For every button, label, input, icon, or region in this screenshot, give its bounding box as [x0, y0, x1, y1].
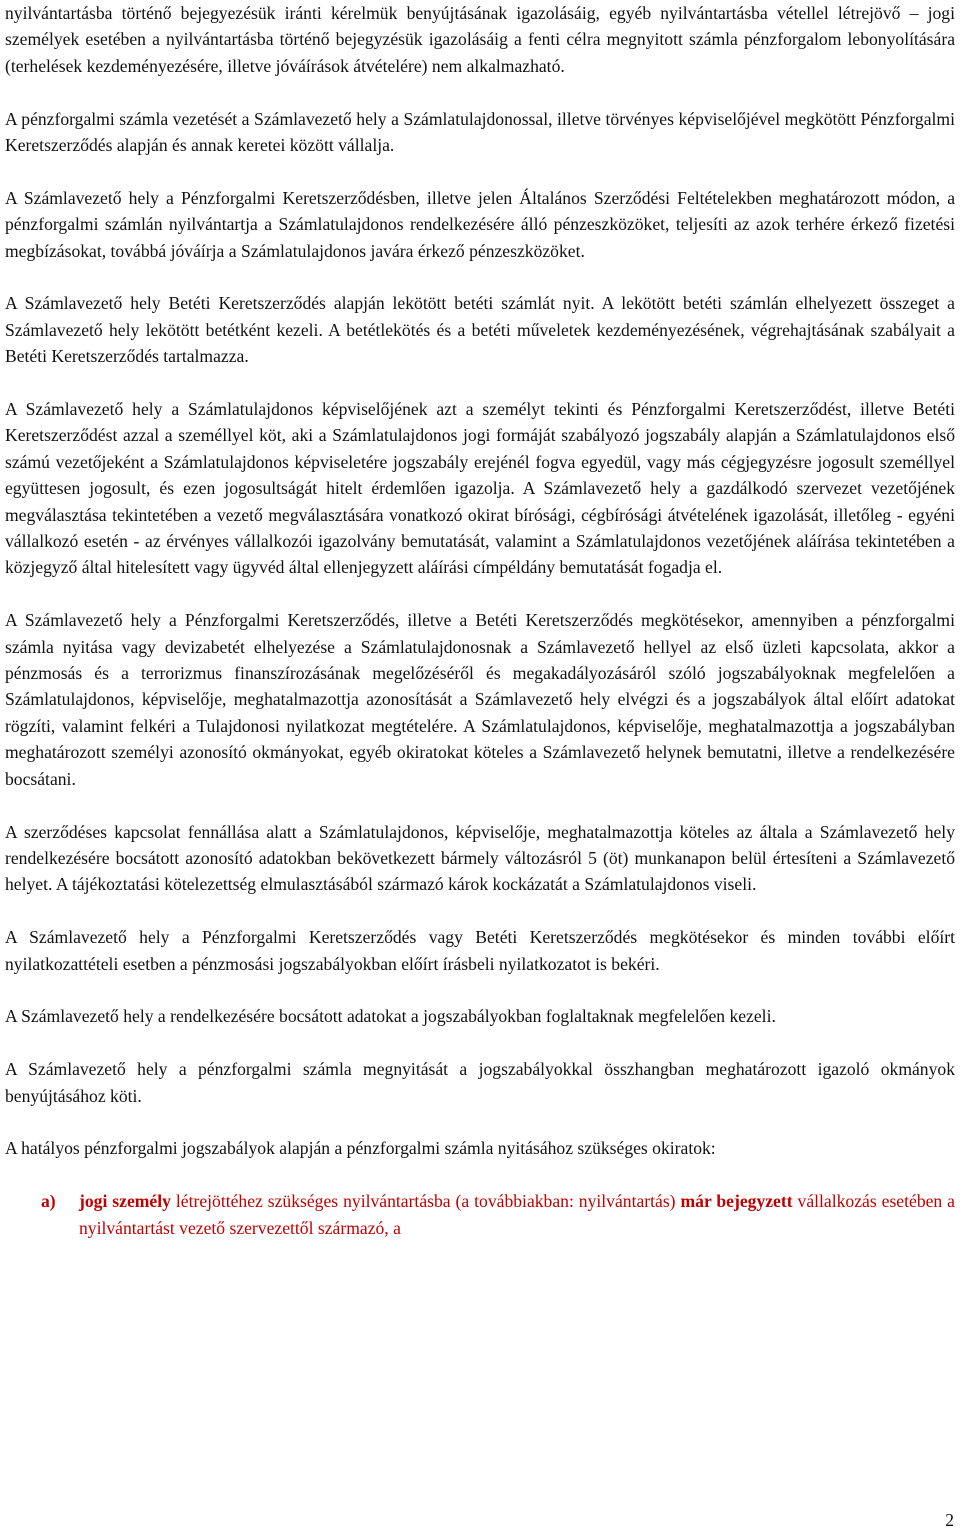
paragraph-4: A Számlavezető hely Betéti Keretszerződés alapján lekötött betéti számlát nyit. A lekötött betéti számlán elhelyezett összeget a Számlavezető hely lekötött betétként kezeli. A betétlekötés és a betéti műveletek kezdeményezésének, végrehajtásának szabályait a Betéti Keretszerződés tartalmazza. — [5, 293, 955, 367]
paragraph-7: A szerződéses kapcsolat fennállása alatt a Számlatulajdonos, képviselője, meghatalmazottja köteles az általa a Számlavezető hely rendelkezésére bocsátott azonosító adatokban bekövetkezett bármely változásról 5 (öt) munkanapon belül értesíteni a Számlavezető helyet. A tájékoztatási kötelezettség elmulasztásából származó károk kockázatát a Számlatulajdonos viseli. — [5, 821, 955, 895]
paragraph-10: A Számlavezető hely a pénzforgalmi számla megnyitását a jogszabályokkal összhangban meghatározott igazoló okmányok benyújtásához köti. — [5, 1059, 955, 1106]
paragraph-1: nyilvántartásba történő bejegyezésük iránti kérelmük benyújtásának igazolásáig, egyéb nyilvántartásba vétellel létrejövő – jogi személyek esetében a nyilvántartásba történő bejegyzésük igazolásáig a fenti célra megnyitott számla pénzforgalom lebonyolítására (terhelések kezdeményezésére, illetve jóváírások átvételére) nem alkalmazható. — [5, 3, 955, 76]
document-page — [5, 0, 955, 1241]
list-item-a-bold-1: jogi személy — [79, 1191, 171, 1212]
paragraph-8: A Számlavezető hely a Pénzforgalmi Keretszerződés vagy Betéti Keretszerződés megkötésekor és minden további előírt nyilatkozattételi esetben a pénzmosási jogszabályokban előírt írásbeli nyilatkozatot is bekéri. — [5, 927, 955, 974]
list-item-a-text-1: létrejöttéhez szükséges nyilvántartásba (a továbbiakban: nyilvántartás) — [170, 1191, 676, 1212]
list-item-a — [5, 1188, 955, 1241]
list-item-a-text-2: vállalkozás esetében a nyilvántartást vezető szervezettől származó, a — [79, 1191, 955, 1238]
paragraph-11: A hatályos pénzforgalmi jogszabályok alapján a pénzforgalmi számla nyitásához szükséges okiratok: — [5, 1138, 716, 1159]
list-marker-a: a) — [41, 1191, 56, 1212]
paragraph-5: A Számlavezető hely a Számlatulajdonos képviselőjének azt a személyt tekinti és Pénzforgalmi Keretszerződést, illetve Betéti Keretszerződést azzal a személlyel köt, aki a Számlatulajdonos jogi formáját szabályozó jogszabály alapján a Számlatulajdonos első számú vezetőjeként a Számlatulajdonos képviseletére jogszabály erejénél fogva egyedül, vagy más cégjegyzésre jogosult személlyel együttesen jogosult, és ezen jogosultságát hitelt érdemlően igazolja. A Számlavezető hely a gazdálkodó szervezet vezetőjének megválasztása tekintetében a vezető megválasztására vonatkozó okirat bírósági, cégbírósági átvételének igazolását, illetőleg - egyéni vállalkozó esetén - az érvényes vállalkozói igazolvány bemutatását, valamint a Számlatulajdonos vezetőjének aláírása tekintetében a közjegyző által hitelesített vagy ügyvéd által ellenjegyzett aláírási címpéldány bemutatását fogadja el. — [5, 399, 955, 578]
paragraph-6: A Számlavezető hely a Pénzforgalmi Keretszerződés, illetve a Betéti Keretszerződés megkötésekor, amennyiben a pénzforgalmi számla nyitása vagy devizabetét elhelyezése a Számlatulajdonosnak a Számlavezető hellyel az első üzleti kapcsolata, akkor a pénzmosás és a terrorizmus finanszírozásának megelőzéséről és megakadályozásáról szóló jogszabályoknak megfelelően a Számlatulajdonos, képviselője, meghatalmazottja azonosítását a Számlavezető hely elvégzi és a jogszabályok által előírt adatokat rögzíti, valamint felkéri a Tulajdonosi nyilatkozat megtételére. A Számlatulajdonos, képviselője, meghatalmazottja a jogszabályban meghatározott személyi azonosító okmányokat, egyéb okiratokat köteles a Számlavezető helynek bemutatni, illetve a rendelkezésére bocsátani. — [5, 610, 955, 789]
list-item-a-bold-2: már bejegyzett — [675, 1191, 793, 1212]
paragraph-9: A Számlavezető hely a rendelkezésére bocsátott adatokat a jogszabályokban foglaltaknak megfelelően kezeli. — [5, 1006, 776, 1027]
paragraph-3: A Számlavezető hely a Pénzforgalmi Keretszerződésben, illetve jelen Általános Szerződési Feltételekben meghatározott módon, a pénzforgalmi számlán nyilvántartja a Számlatulajdonos rendelkezésére álló pénzeszközöket, teljesíti az azok terhére érkező fizetési megbízásokat, továbbá jóváírja a Számlatulajdonos javára érkező pénzeszközöket. — [5, 187, 955, 261]
paragraph-2: A pénzforgalmi számla vezetését a Számlavezető hely a Számlatulajdonossal, illetve törvényes képviselőjével megkötött Pénzforgalmi Keretszerződés alapján és annak keretei között vállalja. — [5, 108, 955, 156]
page-number: 2 — [945, 1510, 954, 1530]
